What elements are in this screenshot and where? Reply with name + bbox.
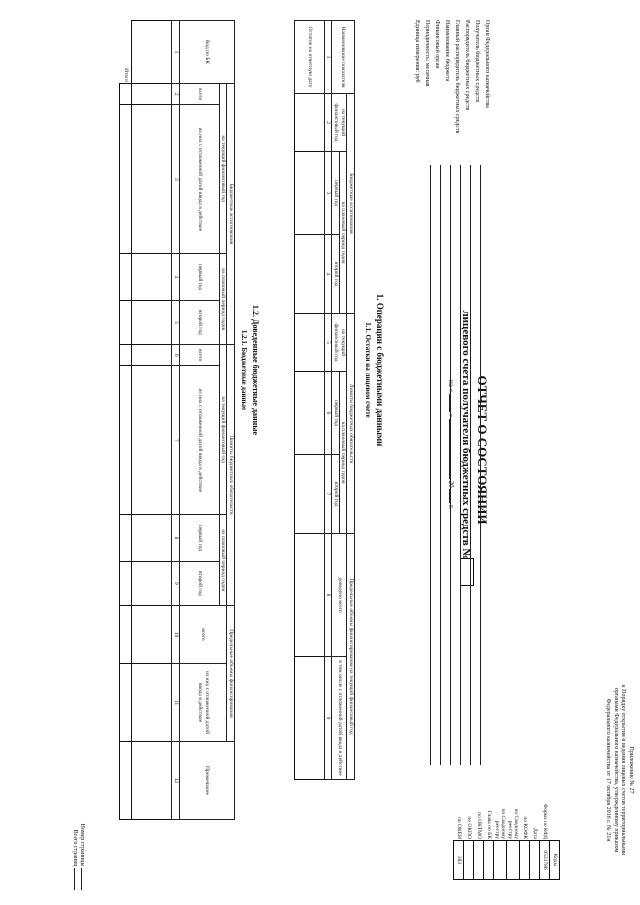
budget-cell[interactable] [132,366,172,515]
budget-cell[interactable] [132,254,172,300]
budget-cell[interactable] [132,105,172,254]
total-cell[interactable] [120,606,132,664]
appendix-line: органами Федерального казначейства, утвержденному приказом [613,687,619,853]
balance-cell[interactable] [295,454,325,533]
balances-table: Наименование показателя Бюджетные ассигнования Лимиты бюджетных обязательств Предельные объемы финансирования на текущий финансовый год на текущий финансовый год на плановый период годов на текущий финансовый год на плановый период годов доведено всего в том числе с отложенной датой ввода в действие первый год второй год первый год второй год 1 2 3 4 5 6 7 8 9 Остаток на отчетную дату [294,20,355,780]
appendix-line: Приложение № 27 [628,746,634,794]
field-underline [450,165,451,765]
budget-cell[interactable] [132,21,172,84]
total-cell[interactable] [120,515,132,561]
appendix-line: к Порядку открытия и ведения лицевых счетов территориальными [620,684,627,856]
code-kofk [520,841,530,880]
budget-cell[interactable] [132,515,172,561]
appendix-line: Федерального казначейства от 17 октября 2016 г. № 21н [605,698,612,842]
total-cell[interactable] [120,742,132,820]
field-underline [480,165,481,765]
budget-cell[interactable] [132,561,172,605]
total-row-label: Итого [123,68,129,82]
appendix-header [604,640,634,900]
section-1-1-title: 1.1. Остатки на лицевом счете [364,322,372,418]
codes-header: Коды [550,841,560,880]
section-1-2-title: 1.2. Доведенные бюджетные данные [251,304,260,436]
report-title: ОТЧЕТ О СОСТОЯНИИ [475,375,490,525]
balance-cell[interactable] [295,371,325,454]
code-reestr-2 [494,841,507,880]
total-cell[interactable] [120,300,132,344]
code-okei: 383 [454,841,464,880]
report-date: на « » 20 г. [447,380,455,509]
total-cell[interactable] [120,561,132,605]
balance-cell[interactable] [295,152,325,235]
budget-cell[interactable] [132,300,172,344]
budget-data-table: Код по БК Бюджетные ассигнования Лимиты бюджетных обязательств Предельные объемы финансирования Примечание на текущий финансовый год на плановый период годов на текущий финансовый год на плановый период годов всего из них с отложенной датой ввода в действие всего из них с отложенной датой ввода в действие первый год второй год всего из них с отложенной датой ввода в действие первый год второй год 1 2 3 4 5 6 7 8 9 10 11 12 Итого [120,20,236,820]
total-cell[interactable] [120,664,132,742]
total-cell[interactable] [120,254,132,300]
total-cell[interactable] [120,105,132,254]
field-underline [440,165,441,765]
code-glava [484,841,494,880]
section-1-2-1-title: 1.2.1. Бюджетные данные [240,329,248,411]
code-date [530,841,540,880]
field-underline [430,165,431,765]
total-cell[interactable] [120,84,132,105]
page-numbering: Номер страницы Всего страниц [71,770,85,890]
balance-cell[interactable] [295,657,325,780]
balance-cell[interactable] [295,234,325,313]
budget-cell[interactable] [132,606,172,664]
subtitle-text: лицевого счета получателя бюджетных средств № [460,310,472,560]
code-oktmo [474,841,484,880]
section-1-title: 1. Операции с бюджетными данными [375,293,385,447]
code-kfd: 0531786 [540,841,550,880]
balance-cell[interactable] [295,534,325,657]
total-cell[interactable] [120,344,132,365]
balance-cell[interactable] [295,94,325,152]
budget-cell[interactable] [132,84,172,105]
field-underline [470,165,471,765]
code-okpo [464,841,474,880]
field-underline [460,165,461,765]
balance-cell[interactable] [295,313,325,371]
budget-cell[interactable] [132,344,172,365]
total-cell[interactable] [120,366,132,515]
codes-table: Коды Форма по КФД 0531786 Дата по КОФК по Сводному реестру по Сводному реестру Глава по БК по ОКТМО по ОКПО по ОКЕИ 383 [453,790,560,880]
account-number-box[interactable] [460,558,474,586]
budget-cell[interactable] [132,742,172,820]
balance-row-label: Остаток на отчетную дату [295,21,325,94]
budget-cell[interactable] [132,664,172,742]
field-labels: Орган Федерального казначейства Получатель бюджетных средств Распорядитель бюджетных средств Главный распорядитель бюджетных средств Наименование бюджета Финансовый орган Периодичность: месячная Единица измерения: руб [414,20,490,134]
code-reestr-1 [507,841,520,880]
